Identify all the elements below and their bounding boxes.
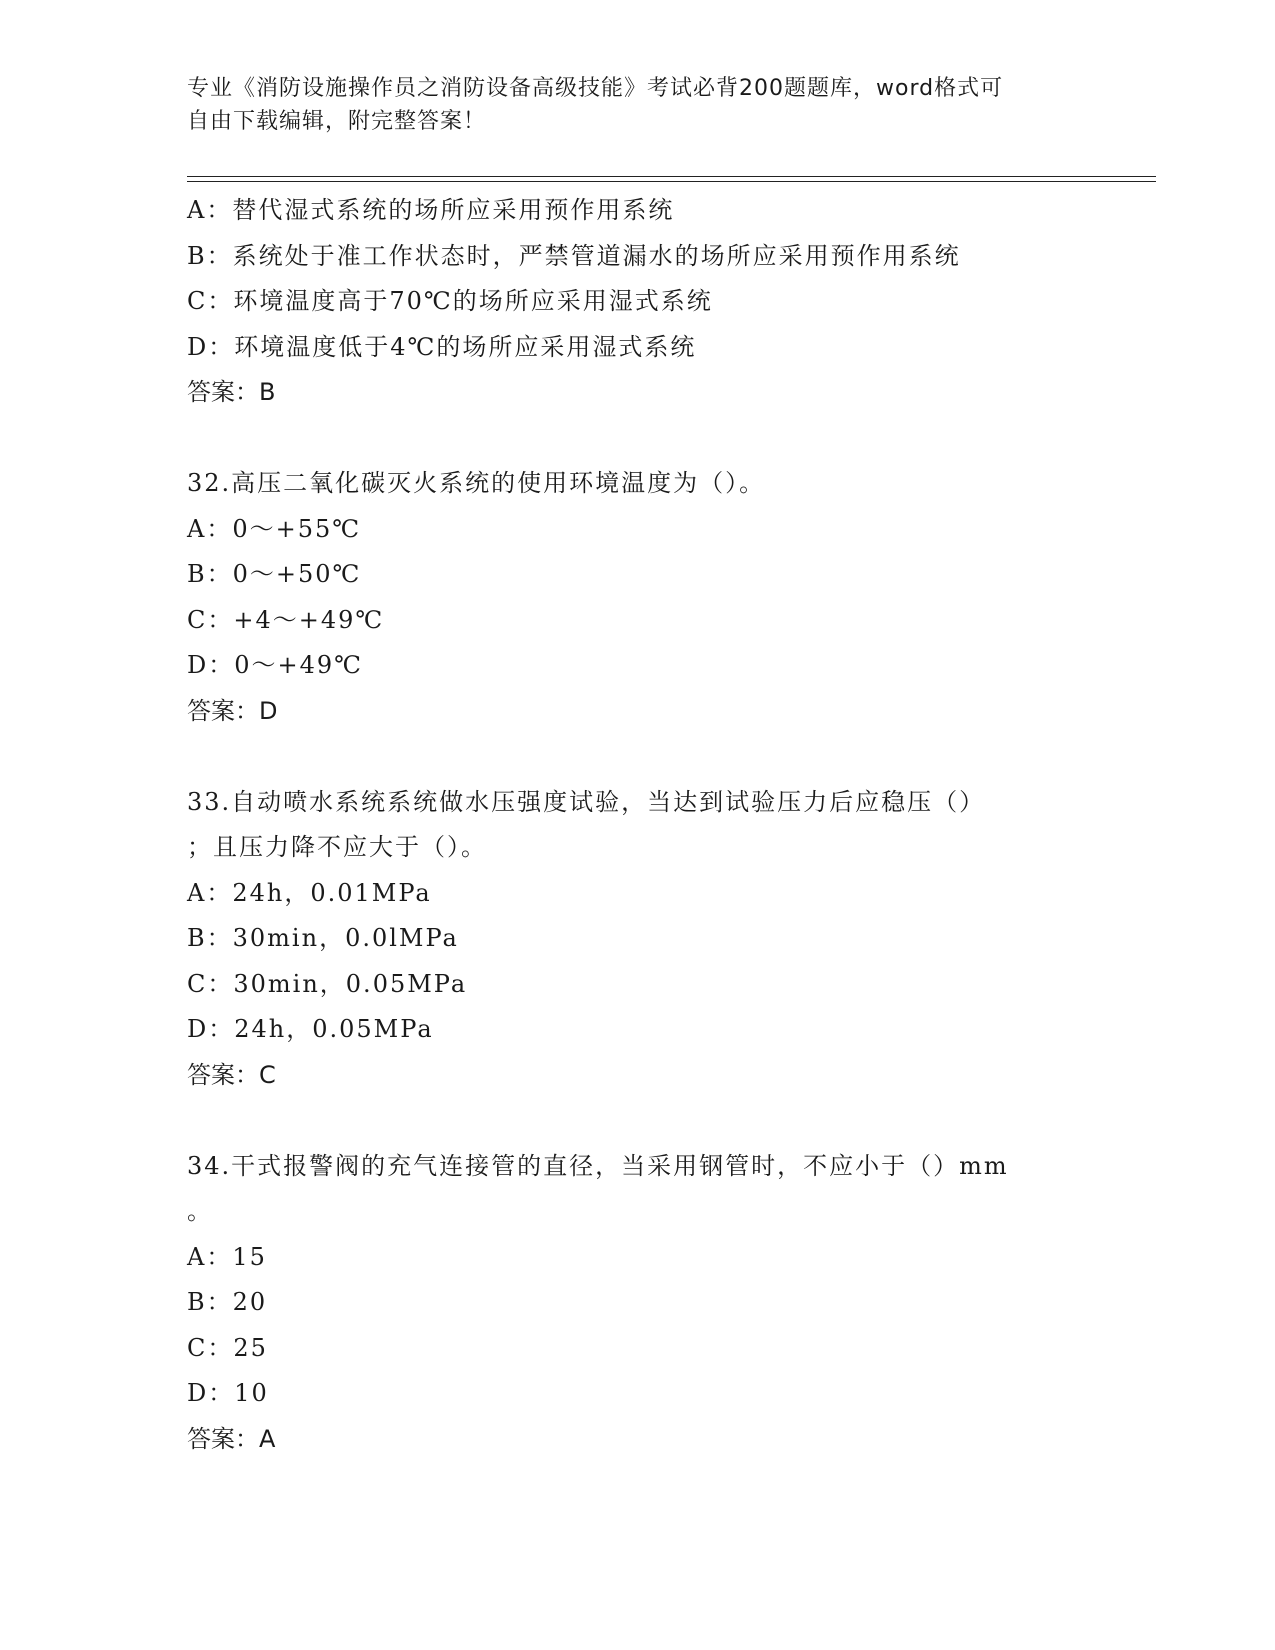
option-b: B：30min，0.0lMPa xyxy=(187,924,459,952)
spacer xyxy=(187,416,1087,462)
option-c: C：25 xyxy=(187,1333,268,1362)
option-c: C：环境温度高于70℃的场所应采用湿式系统 xyxy=(187,287,713,315)
answer-line: 答案：A xyxy=(187,1424,276,1453)
option-b: B：0～+50℃ xyxy=(187,560,362,588)
option-b: B：20 xyxy=(187,1288,268,1316)
question-list xyxy=(187,188,1087,1462)
question-stem-continuation: 。 xyxy=(187,1197,213,1225)
header-rule-top xyxy=(187,176,1156,177)
question-34 xyxy=(187,1144,1087,1463)
option-d: D：0～+49℃ xyxy=(187,651,364,679)
question-32 xyxy=(187,461,1087,734)
header-line-1: 专业《消防设施操作员之消防设备高级技能》考试必背200题题库，word格式可 xyxy=(187,76,1004,101)
option-a: A：0～+55℃ xyxy=(187,514,362,543)
question-stem: 34.干式报警阀的充气连接管的直径，当采用钢管时，不应小于（）mm xyxy=(187,1151,1009,1180)
spacer xyxy=(187,734,1087,780)
header-line-2: 自由下载编辑，附完整答案！ xyxy=(187,109,487,134)
question-33 xyxy=(187,780,1087,1099)
option-a: A：15 xyxy=(187,1242,267,1271)
option-c: C：30min，0.05MPa xyxy=(187,969,468,998)
option-b: B：系统处于准工作状态时，严禁管道漏水的场所应采用预作用系统 xyxy=(187,241,961,270)
spacer xyxy=(187,1098,1087,1144)
option-d: D：10 xyxy=(187,1379,269,1407)
option-d: D：环境温度低于4℃的场所应采用湿式系统 xyxy=(187,332,697,361)
option-a: A：24h，0.01MPa xyxy=(187,878,432,907)
question-stem: 33.自动喷水系统系统做水压强度试验，当达到试验压力后应稳压（） xyxy=(187,787,986,816)
question-stem-continuation: ；且压力降不应大于（）。 xyxy=(187,833,487,861)
option-c: C：+4～+49℃ xyxy=(187,605,385,634)
header-rule-bottom xyxy=(187,181,1156,182)
option-d: D：24h，0.05MPa xyxy=(187,1015,434,1043)
answer-line: 答案：C xyxy=(187,1060,276,1089)
option-a: A：替代湿式系统的场所应采用预作用系统 xyxy=(187,196,675,224)
answer-line: 答案：B xyxy=(187,378,276,406)
question-31 xyxy=(187,188,1087,416)
question-stem: 32.高压二氧化碳灭火系统的使用环境温度为（）。 xyxy=(187,469,766,497)
document-header xyxy=(187,72,1087,138)
answer-line: 答案：D xyxy=(187,696,278,725)
